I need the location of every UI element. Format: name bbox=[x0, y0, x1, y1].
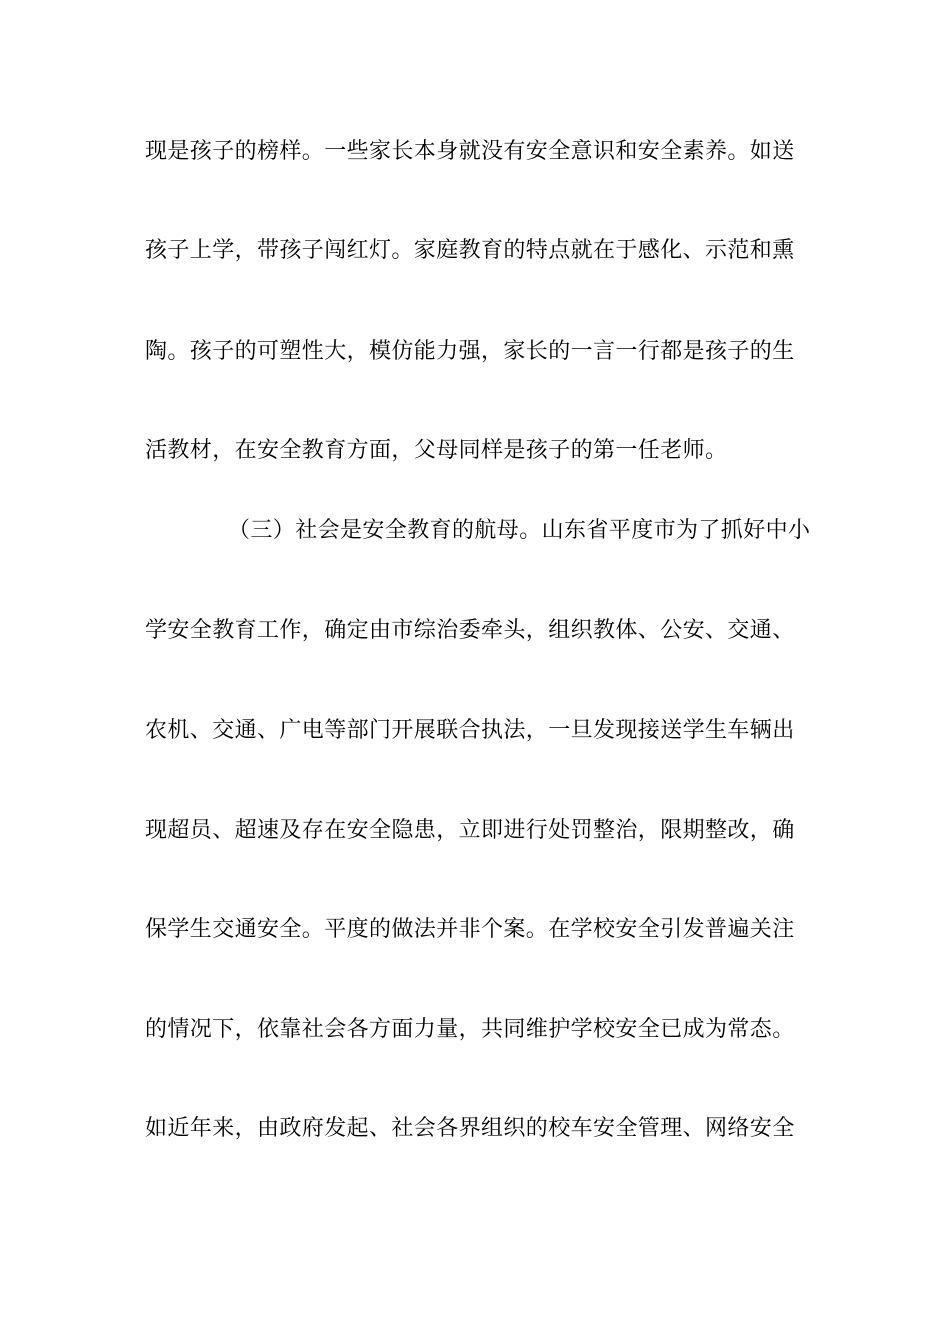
paragraph-line: 活教材，在安全教育方面，父母同样是孩子的第一任老师。 bbox=[145, 438, 728, 463]
paragraph-line: 陶。孩子的可塑性大，模仿能力强，家长的一言一行都是孩子的生 bbox=[145, 339, 795, 364]
paragraph-line: 保学生交通安全。平度的做法并非个案。在学校安全引发普遍关注 bbox=[145, 917, 795, 942]
paragraph-line: 现超员、超速及存在安全隐患，立即进行处罚整治，限期整改，确 bbox=[145, 818, 795, 843]
paragraph-line: 的情况下，依靠社会各方面力量，共同维护学校安全已成为常态。 bbox=[145, 1017, 795, 1042]
paragraph-line: 学安全教育工作，确定由市综治委牵头，组织教体、公安、交通、 bbox=[145, 618, 795, 643]
paragraph-line: 农机、交通、广电等部门开展联合执法，一旦发现接送学生车辆出 bbox=[145, 718, 795, 743]
paragraph-line: 如近年来，由政府发起、社会各界组织的校车安全管理、网络安全 bbox=[145, 1116, 795, 1141]
paragraph-line: 现是孩子的榜样。一些家长本身就没有安全意识和安全素养。如送 bbox=[145, 139, 795, 164]
paragraph-line: 孩子上学，带孩子闯红灯。家庭教育的特点就在于感化、示范和熏 bbox=[145, 238, 795, 263]
section-heading-line: （三）社会是安全教育的航母。山东省平度市为了抓好中小 bbox=[228, 518, 811, 543]
